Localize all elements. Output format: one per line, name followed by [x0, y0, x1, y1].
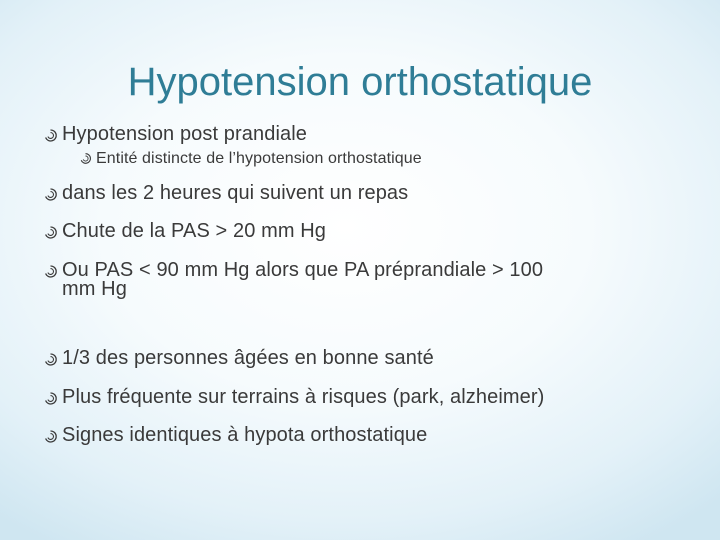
- bullet-item: [40, 125, 307, 145]
- bullet-text: Chute de la PAS > 20 mm Hg: [62, 220, 327, 242]
- bullet-text: Entité distincte de l’hypotension orthostatique: [96, 150, 422, 167]
- swirl-bullet-icon: [40, 349, 62, 369]
- bullet-text: Ou PAS < 90 mm Hg alors que PA préprandiale > 100 mm Hg: [62, 259, 544, 300]
- bullet-item: [40, 388, 544, 408]
- bullet-text: Plus fréquente sur terrains à risques (park, alzheimer): [62, 386, 545, 408]
- bullet-item: [40, 184, 408, 204]
- bullet-text: 1/3 des personnes âgées en bonne santé: [62, 347, 434, 369]
- swirl-bullet-icon: [78, 150, 96, 170]
- swirl-bullet-icon: [40, 426, 62, 446]
- bullet-text: dans les 2 heures qui suivent un repas: [62, 182, 409, 204]
- bullet-text: Signes identiques à hypota orthostatique: [62, 424, 428, 446]
- swirl-bullet-icon: [40, 125, 62, 145]
- bullet-item: [40, 261, 543, 299]
- slide-title: Hypotension orthostatique: [127, 60, 593, 104]
- swirl-bullet-icon: [40, 184, 62, 204]
- bullet-item: [40, 426, 427, 446]
- swirl-bullet-icon: [40, 261, 62, 281]
- swirl-bullet-icon: [40, 222, 62, 242]
- bullet-text: Hypotension post prandiale: [62, 123, 307, 145]
- sub-bullet-item: [78, 150, 422, 170]
- bullet-item: [40, 222, 326, 242]
- bullet-item: [40, 349, 434, 369]
- swirl-bullet-icon: [40, 388, 62, 408]
